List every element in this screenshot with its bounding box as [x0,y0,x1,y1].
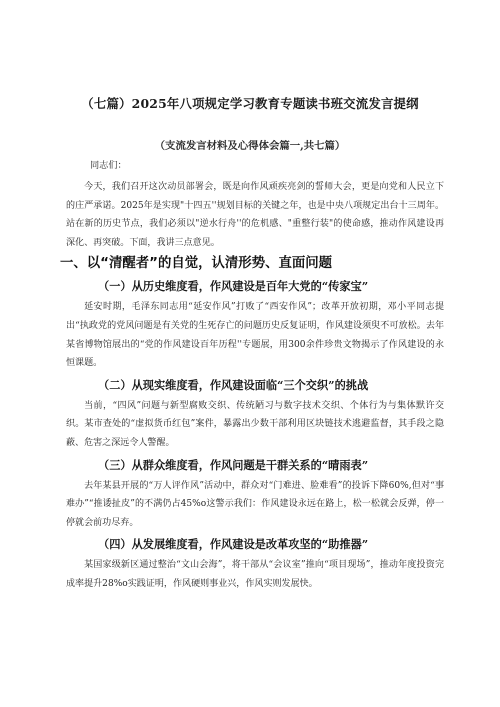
document-body [60,156,444,594]
subsection-1-paragraph: 延安时期，毛泽东同志用“延安作风”打败了“西安作风”；改革开放初期，邓小平同志提出“执政党的党风问题是有关党的生死存亡的问题历史反复证明，作风建设须臾不可放松。去年某省博物馆展出的“党的作风建设百年历程''专题展，用300余件珍贵文物揭示了作风建设的永恒课题。 [66,302,444,369]
document-title: （七篇）2025年八项规定学习教育专题读书班交流发言提纲 [81,96,419,111]
subsection-2-paragraph: 当前，“四风”问题与新型腐败交织、传统陋习与数字技术交织、个体行为与集体默许交织。某市查处的“虚拟货币红包”案件，暴露出少数干部利用区块链技术逃避监督，其手段之隐蔽、危害之深远令人警醒。 [66,400,444,448]
section-1-heading: 一、以“清醒者”的自觉，认清形势、直面问题 [60,256,333,272]
intro-paragraph: 今天，我们召开这次动员部署会，既是向作风顽疾亮剑的誓师大会，更是向党和人民立下的庄严承诺。2025年是实现"十四五''规划目标的关键之年，也是中央八项规定出台十三周年。站在新的历史节点，我们必须以"逆水行舟''的危机感、"重整行装"的使命感，推动作风建设再深化、再突破。下面，我讲三点意见。 [66,182,444,248]
document-subtitle: （支流发言材料及心得体会篇一,共七篇） [154,140,346,152]
salutation: 同志们： [90,160,127,171]
subsection-4-paragraph: 某国家级新区通过整治“文山会海”，将干部从“会议室”推向“项目现场”，推动年度投资完成率提升28%o实践证明，作风硬则事业兴，作风实则发展快。 [66,560,444,589]
subsection-2-heading: （二）从现实维度看，作风建设面临“三个交织”的挑战 [98,377,369,392]
subsection-3-paragraph: 去年某县开展的“万人评作风”活动中，群众对“门难进、脸难看”的投诉下降60%,但对“事难办”“推诿扯皮”的不满仍占45%o这警示我们：作风建设永远在路上，松一松就会反弹，停一停就会前功尽弃。 [66,480,444,528]
subsection-4-heading: （四）从发展维度看，作风建设是改革攻坚的“助推器” [98,537,369,552]
subsection-1-heading: （一）从历史维度看，作风建设是百年大党的“传家宝” [98,279,369,294]
subsection-3-heading: （三）从群众维度看，作风问题是干群关系的“晴雨表” [98,457,369,472]
